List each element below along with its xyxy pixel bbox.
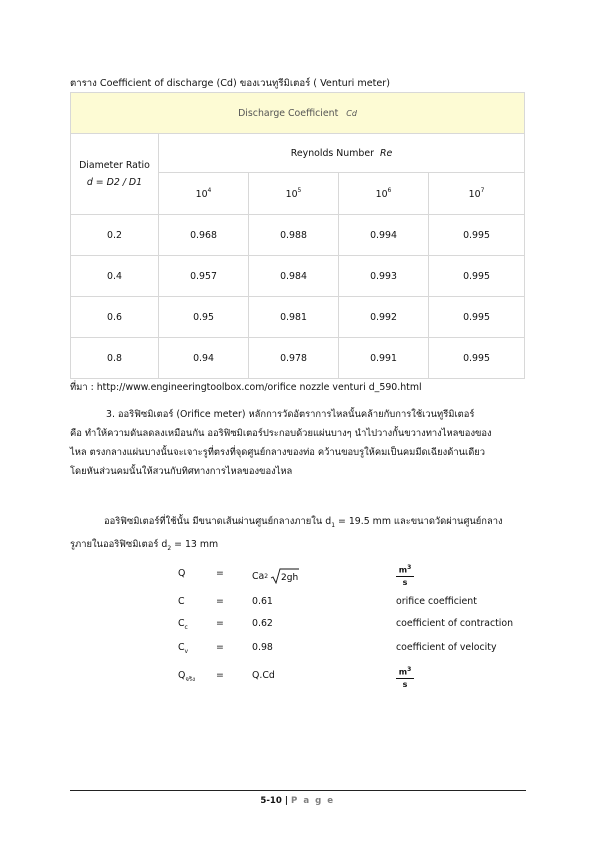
equation-row <box>178 592 538 612</box>
flow-formula <box>252 568 300 584</box>
power-exponent: 7 <box>480 187 485 195</box>
table-row <box>71 297 525 338</box>
equation-value: 0.61 <box>252 596 273 607</box>
diameter-ratio-equation: d = D2 / D1 <box>86 177 143 188</box>
orifice-meter-paragraph <box>70 405 528 481</box>
equation-symbol: C <box>178 596 185 607</box>
equals-sign: = <box>216 670 224 681</box>
paragraph-line: โดยหันส่วนคมนั้นให้สวนกับทิศทางการไหลของของไหล <box>70 466 293 477</box>
value-cell: 0.981 <box>249 297 339 338</box>
paragraph-line <box>70 512 528 535</box>
unit-numerator: $m^3$ <box>396 666 414 679</box>
equation-description: orifice coefficient <box>396 596 477 607</box>
value-cell: 0.988 <box>249 215 339 256</box>
table-row <box>71 338 525 379</box>
equation-row <box>178 666 538 689</box>
reynolds-power-cell <box>159 173 249 215</box>
reynolds-header <box>159 134 525 173</box>
table-title: Discharge Coefficient <box>238 107 339 119</box>
page-label: P a g e <box>291 796 335 806</box>
value-cell: 0.992 <box>339 297 429 338</box>
value-cell: 0.957 <box>159 256 249 297</box>
value-cell: 0.94 <box>159 338 249 379</box>
reynolds-power-cell <box>429 173 525 215</box>
power-base: 10 <box>468 189 481 201</box>
unit-fraction <box>396 666 414 689</box>
unit-denominator: s <box>402 679 408 689</box>
footer-separator: | <box>281 796 292 806</box>
table-row <box>71 215 525 256</box>
value-cell: 0.995 <box>429 338 525 379</box>
page-footer <box>0 796 595 806</box>
table-row <box>71 256 525 297</box>
equals-sign: = <box>216 618 224 629</box>
section-heading: 3. ออริฟิซมิเตอร์ (Orifice meter) <box>106 409 246 420</box>
value-cell: 0.984 <box>249 256 339 297</box>
radicand: 2gh <box>281 573 299 583</box>
equation-row <box>178 614 538 634</box>
table-title-cell <box>71 93 525 134</box>
equation-description: coefficient of velocity <box>396 642 497 653</box>
paragraph-text: ออริฟิซมิเตอร์ที่ใช้นั้น มีขนาดเส้นผ่านศูนย์กลางภายใน d <box>104 516 332 527</box>
equation-description: coefficient of contraction <box>396 618 514 629</box>
subscript: 2 <box>167 544 172 552</box>
ratio-cell: 0.8 <box>71 338 159 379</box>
value-cell: 0.95 <box>159 297 249 338</box>
paragraph-text: รูภายในออริฟิซมิเตอร์ d <box>70 538 168 550</box>
equation-symbol: $C_c$ <box>178 618 188 631</box>
paragraph-line <box>70 535 528 558</box>
ratio-cell: 0.2 <box>71 215 159 256</box>
equals-sign: = <box>216 596 224 607</box>
value-cell: 0.968 <box>159 215 249 256</box>
formula-subscript: 2 <box>264 572 269 580</box>
unit-denominator: s <box>402 577 408 587</box>
paragraph-text: = 19.5 mm และขนาดวัดผ่านศูนย์กลาง <box>335 516 503 527</box>
value-cell: 0.978 <box>249 338 339 379</box>
reynolds-power-cell <box>339 173 429 215</box>
equation-row <box>178 638 538 658</box>
square-root-icon <box>270 568 300 584</box>
subscript: 1 <box>331 521 336 529</box>
equals-sign: = <box>216 568 224 579</box>
formula-ca: Ca <box>252 570 265 582</box>
equation-value: 0.98 <box>252 642 273 653</box>
footer-divider <box>70 790 526 791</box>
equation-symbol: $Q_{จริง}$ <box>178 670 196 683</box>
power-base: 10 <box>195 189 208 201</box>
power-base: 10 <box>285 189 298 201</box>
diameter-ratio-header <box>71 134 159 215</box>
equation-symbol: $C_v$ <box>178 642 189 655</box>
value-cell: 0.995 <box>429 256 525 297</box>
paragraph-line: คือ ทำให้ความดันลดลงเหมือนกัน ออริฟิซมิเตอร์ประกอบด้วยแผ่นบางๆ นำไปวางกั้นขวางทางไหลของของ <box>70 428 492 439</box>
paragraph-line <box>70 405 528 424</box>
source-citation: ที่มา : http://www.engineeringtoolbox.com/orifice nozzle venturi d_590.html <box>70 382 422 393</box>
equals-sign: = <box>216 642 224 653</box>
unit-fraction <box>396 564 414 587</box>
value-cell: 0.991 <box>339 338 429 379</box>
ratio-cell: 0.4 <box>71 256 159 297</box>
reynolds-symbol: Re <box>379 147 393 159</box>
value-cell: 0.993 <box>339 256 429 297</box>
ratio-cell: 0.6 <box>71 297 159 338</box>
diameter-ratio-label: Diameter Ratio <box>79 160 150 171</box>
paragraph-text: = 13 mm <box>171 538 219 550</box>
value-cell: 0.995 <box>429 215 525 256</box>
discharge-coefficient-table <box>70 92 525 379</box>
equation-value: Q.Cd <box>252 670 275 681</box>
reynolds-power-cell <box>249 173 339 215</box>
paragraph-text: หลักการวัดอัตราการไหลนั้นคล้ายกับการใช้เวนทูรีมิเตอร์ <box>245 409 475 420</box>
power-base: 10 <box>375 189 388 201</box>
power-exponent: 5 <box>297 187 302 195</box>
paragraph-line: ไหล ตรงกลางแผ่นบางนั้นจะเจาะรูที่ตรงที่จุดศูนย์กลางของท่อ คว้านขอบรูให้คมเป็นคมมีดเฉียงด้านเดียว <box>70 447 486 458</box>
unit-numerator: $m^3$ <box>396 564 414 577</box>
table-title-symbol: Cd <box>346 108 357 118</box>
reynolds-label: Reynolds Number <box>290 147 374 159</box>
page-number: 5-10 <box>260 796 282 806</box>
equation-symbol: Q <box>178 568 186 579</box>
orifice-dimensions-paragraph <box>70 512 528 558</box>
equation-row <box>178 564 538 587</box>
power-exponent: 4 <box>207 187 212 195</box>
value-cell: 0.995 <box>429 297 525 338</box>
table-caption: ตาราง Coefficient of discharge (Cd) ของเวนทูรีมิเตอร์ ( Venturi meter) <box>70 78 390 89</box>
power-exponent: 6 <box>387 187 392 195</box>
value-cell: 0.994 <box>339 215 429 256</box>
equation-value: 0.62 <box>252 618 273 629</box>
